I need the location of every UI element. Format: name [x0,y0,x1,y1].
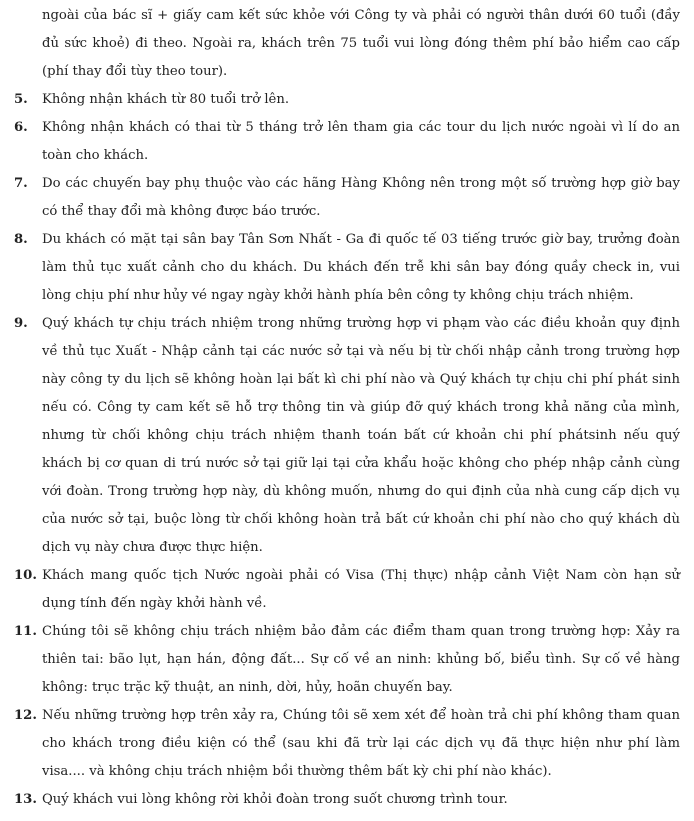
list-item [14,170,680,226]
item-text: Nếu những trường hợp trên xảy ra, Chúng tôi sẽ xem xét để hoàn trả chi phí không tham quan cho khách trong điều kiện có thể (sau khi đã trừ lại các dịch vụ đã thực hiện như phí làm visa.... và không chịu trách nhiệm bồi thường thêm bất kỳ chi phí nào khác). [42,708,680,779]
item-text: Khách mang quốc tịch Nước ngoài phải có Visa (Thị thực) nhập cảnh Việt Nam còn hạn sử dụng tính đến ngày khởi hành về. [42,568,680,611]
item-number: 13. [14,792,37,807]
list-item [14,786,680,814]
item-number: 6. [14,120,28,135]
item-text: Du khách có mặt tại sân bay Tân Sơn Nhất - Ga đi quốc tế 03 tiếng trước giờ bay, trưởng đoàn làm thủ tục xuất cảnh cho du khách. Du khách đến trễ khi sân bay đóng quầy check in, vui lòng chịu phí như hủy vé ngay ngày khởi hành phía bên công ty không chịu trách nhiệm. [42,232,680,303]
item-text: Chúng tôi sẽ không chịu trách nhiệm bảo đảm các điểm tham quan trong trường hợp: Xảy ra thiên tai: bão lụt, hạn hán, động đất... Sự cố về an ninh: khủng bố, biểu tình. Sự cố về hàng không: trục trặc kỹ thuật, an ninh, dời, hủy, hoãn chuyến bay. [42,624,680,695]
terms-list [14,86,680,814]
item-text: Không nhận khách từ 80 tuổi trở lên. [42,92,290,107]
item-number: 9. [14,316,28,331]
list-item [14,618,680,702]
intro-paragraph: ngoài của bác sĩ + giấy cam kết sức khỏe với Công ty và phải có người thân dưới 60 tuổi (đầy đủ sức khoẻ) đi theo. Ngoài ra, khách trên 75 tuổi vui lòng đóng thêm phí bảo hiểm cao cấp (phí thay đổi tùy theo tour). [42,8,680,79]
list-item [14,562,680,618]
item-number: 8. [14,232,28,247]
list-item [14,114,680,170]
item-number: 12. [14,708,37,723]
list-item [14,86,680,114]
item-text: Không nhận khách có thai từ 5 tháng trở lên tham gia các tour du lịch nước ngoài vì lí do an toàn cho khách. [42,120,680,163]
item-number: 10. [14,568,37,583]
list-item [14,310,680,562]
item-number: 5. [14,92,28,107]
list-item [14,702,680,786]
item-text: Quý khách tự chịu trách nhiệm trong những trường hợp vi phạm vào các điều khoản quy định về thủ tục Xuất - Nhập cảnh tại các nước sở tại và nếu bị từ chối nhập cảnh trong trường hợp này công ty du lịch sẽ không hoàn lại bất kì chi phí nào và Quý khách tự chịu chi phí phát sinh nếu có. Công ty cam kết sẽ hỗ trợ thông tin và giúp đỡ quý khách trong khả năng của mình, nhưng từ chối không chịu trách nhiệm thanh toán bất cứ khoản chi phí phátsinh nếu quý khách bị cơ quan di trú nước sở tại giữ lại tại cửa khẩu hoặc không cho phép nhập cảnh cùng với đoàn. Trong trường hợp này, dù không muốn, nhưng do qui định của nhà cung cấp dịch vụ của nước sở tại, buộc lòng từ chối không hoàn trả bất cứ khoản chi phí nào cho quý khách dù dịch vụ này chưa được thực hiện. [42,316,680,555]
list-item [14,226,680,310]
item-text: Quý khách vui lòng không rời khỏi đoàn trong suốt chương trình tour. [42,792,508,807]
item-text: Do các chuyến bay phụ thuộc vào các hãng Hàng Không nên trong một số trường hợp giờ bay có thể thay đổi mà không được báo trước. [42,176,680,219]
item-number: 7. [14,176,28,191]
item-number: 11. [14,624,37,639]
